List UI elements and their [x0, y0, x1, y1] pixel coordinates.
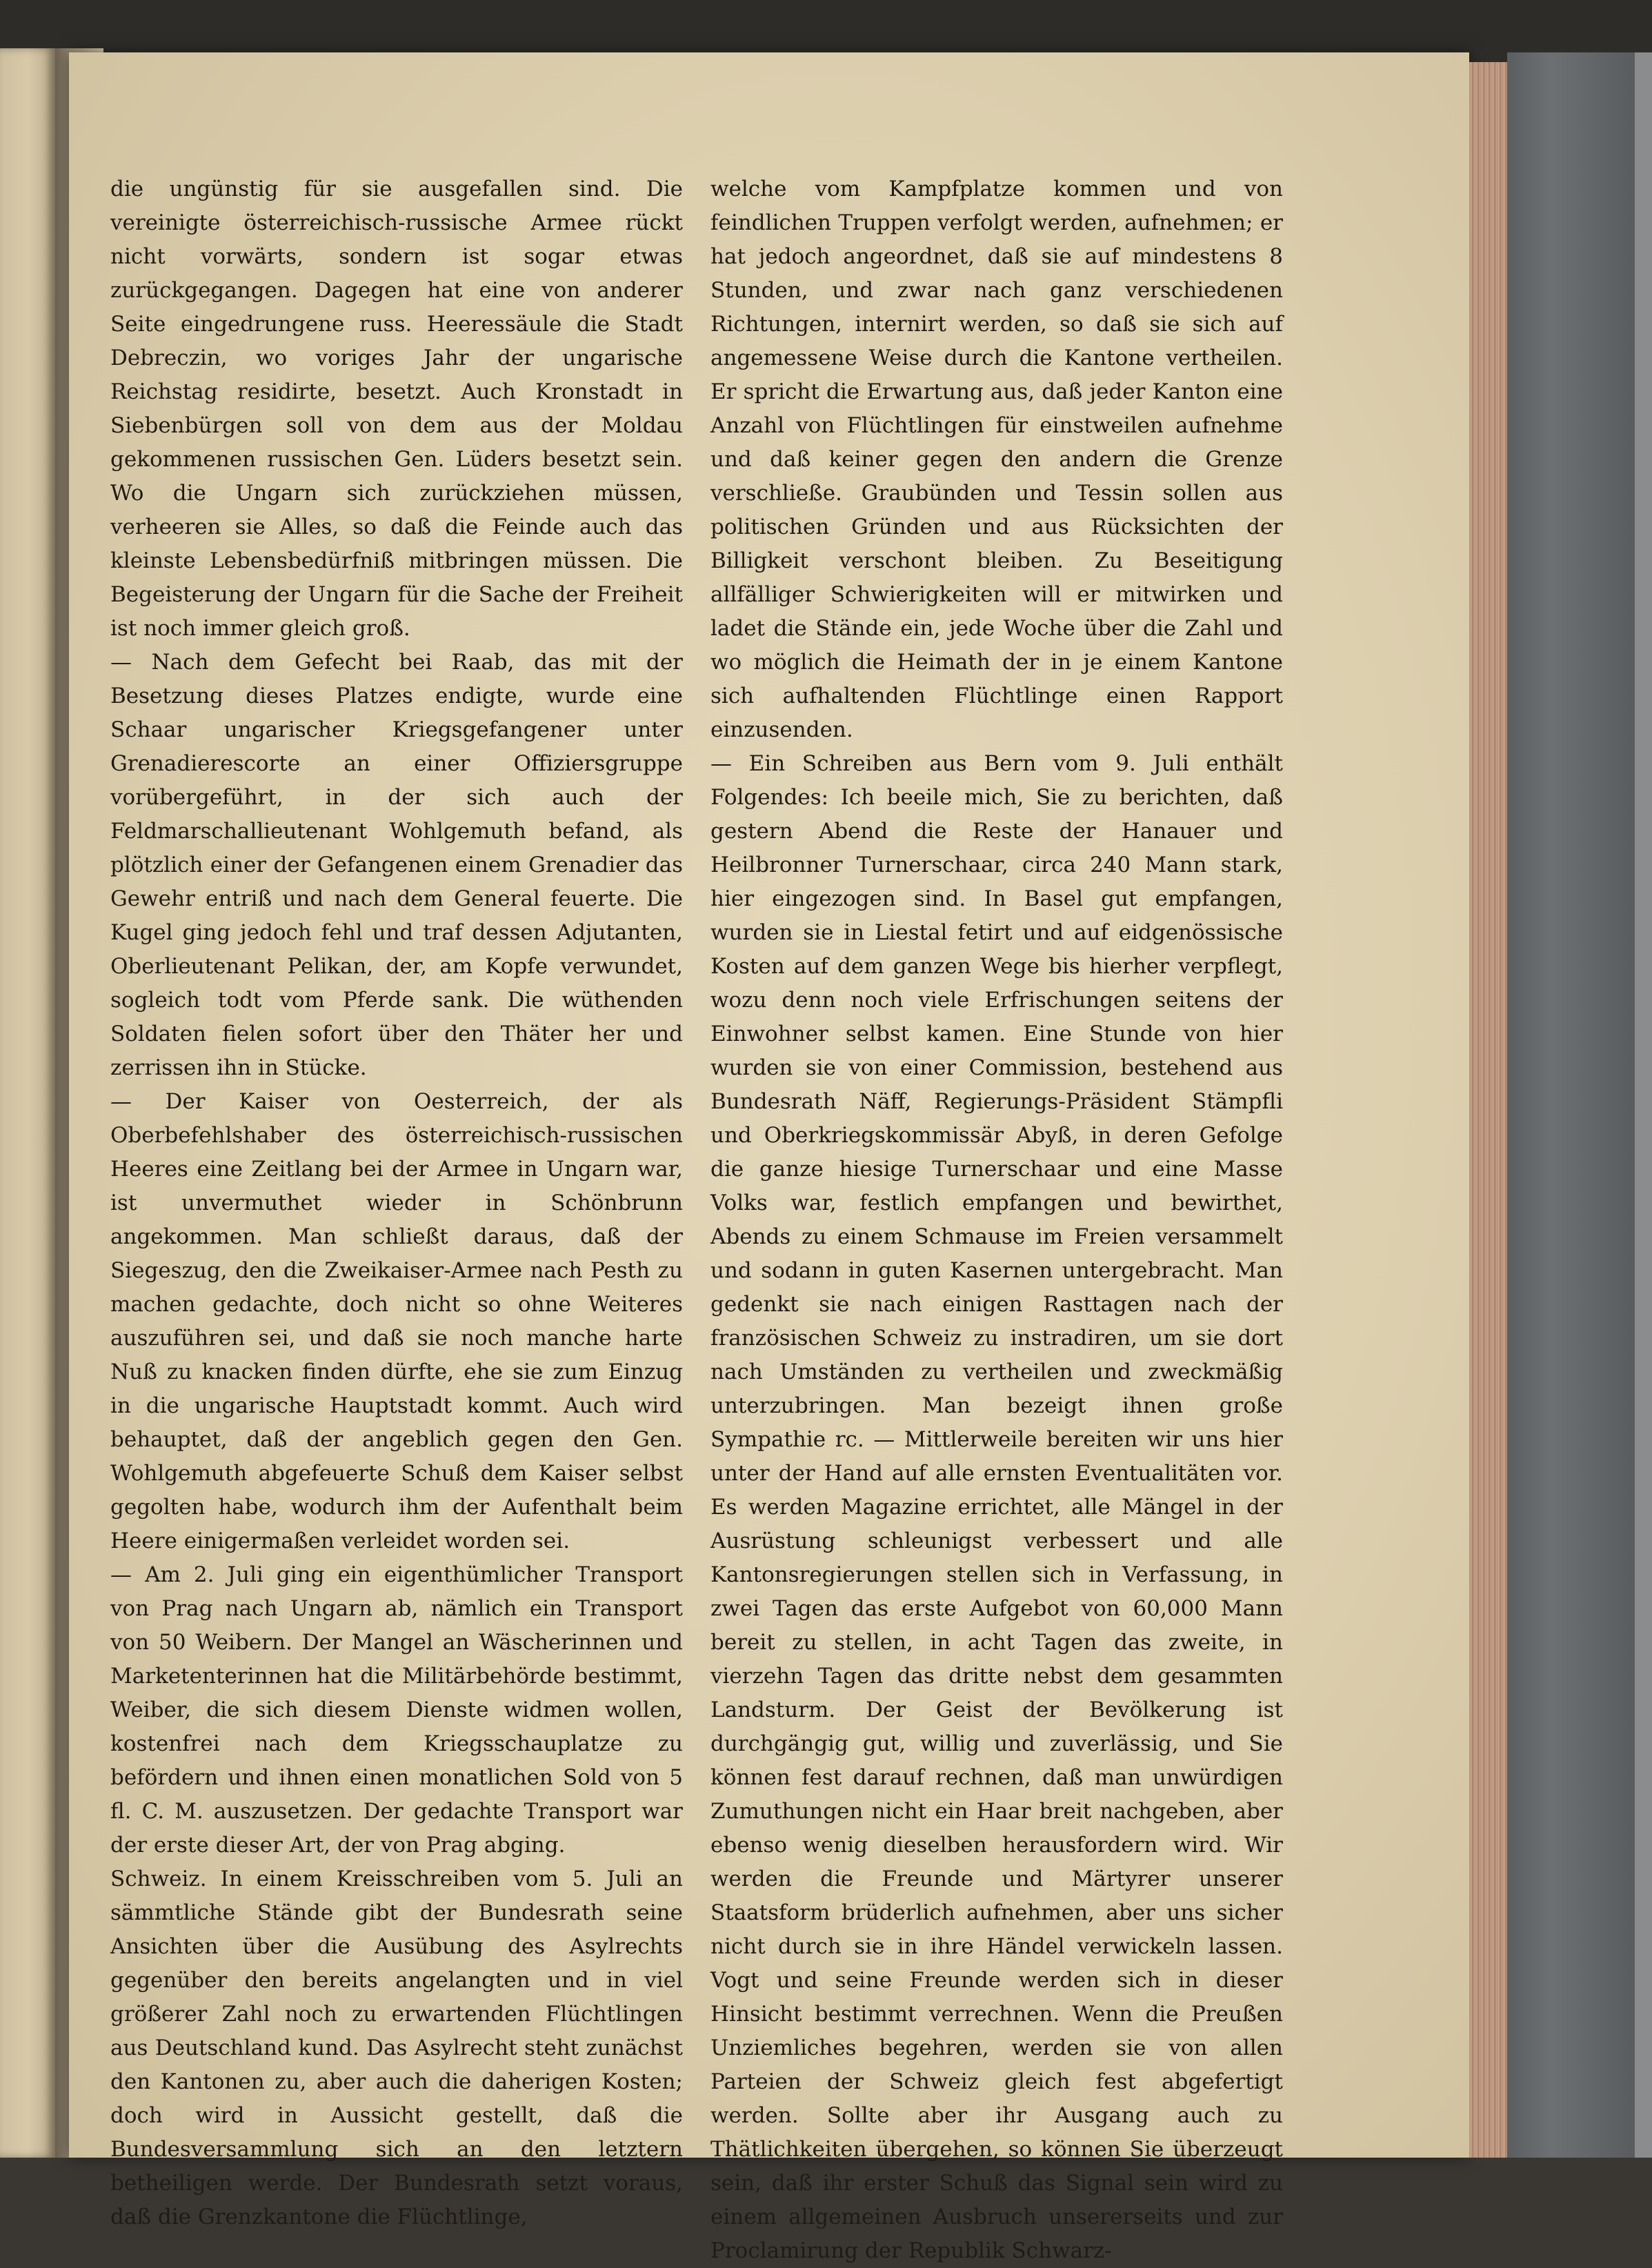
cover-edge	[1635, 52, 1652, 2158]
facing-page-edge	[0, 48, 55, 2158]
paragraph: die ungünstig für sie ausgefallen sind. Die vereinigte österreichisch-russische Armee rückt nicht vorwärts, sondern ist sogar etwas zurückgegangen. Dagegen hat eine von anderer Seite eingedrungene russ. Heeressäule die Stadt Debreczin, wo voriges Jahr der ungarische Reichstag residirte, besetzt. Auch Kronstadt in Siebenbürgen soll von dem aus der Moldau gekommenen russischen Gen. Lüders besetzt sein. Wo die Ungarn sich zurückziehen müssen, verheeren sie Alles, so daß die Feinde auch das kleinste Lebensbedürfniß mitbringen müssen. Die Begeisterung der Ungarn für die Sache der Freiheit ist noch immer gleich groß.	[110, 177, 683, 641]
paragraph: — Am 2. Juli ging ein eigenthümlicher Transport von Prag nach Ungarn ab, nämlich ein Transport von 50 Weibern. Der Mangel an Wäscherinnen und Marketenterinnen hat die Militärbehörde bestimmt, Weiber, die sich diesem Dienste widmen wollen, kostenfrei nach dem Kriegsschauplatze zu befördern und ihnen einen monatlichen Sold von 5 fl. C. M. auszusetzen. Der gedachte Transport war der erste dieser Art, der von Prag abging.	[110, 1562, 683, 1858]
text-column-right	[710, 172, 1283, 2263]
book-cover-board	[1507, 52, 1652, 2158]
paragraph: welche vom Kampfplatze kommen und von feindlichen Truppen verfolgt werden, aufnehmen; er hat jedoch angeordnet, daß sie auf mindestens 8 Stunden, und zwar nach ganz verschiedenen Richtungen, internirt werden, so daß sie sich auf angemessene Weise durch die Kantone vertheilen. Er spricht die Erwartung aus, daß jeder Kanton eine Anzahl von Flüchtlingen für einstweilen aufnehme und daß keiner gegen den andern die Grenze verschließe. Graubünden und Tessin sollen aus politischen Gründen und aus Rücksichten der Billigkeit verschont bleiben. Zu Beseitigung allfälliger Schwierigkeiten will er mitwirken und ladet die Stände ein, jede Woche über die Zahl und wo möglich die Heimath der in je einem Kantone sich aufhaltenden Flüchtlinge einen Rapport einzusenden.	[710, 177, 1283, 742]
paragraph: — Der Kaiser von Oesterreich, der als Oberbefehlshaber des österreichisch-russischen Heeres eine Zeitlang bei der Armee in Ungarn war, ist unvermuthet wieder in Schönbrunn angekommen. Man schließt daraus, daß der Siegeszug, den die Zweikaiser-Armee nach Pesth zu machen gedachte, doch nicht so ohne Weiteres auszuführen sei, und daß sie noch manche harte Nuß zu knacken finden dürfte, ehe sie zum Einzug in die ungarische Hauptstadt kommt. Auch wird behauptet, daß der angeblich gegen den Gen. Wohlgemuth abgefeuerte Schuß dem Kaiser selbst gegolten habe, wodurch ihm der Aufenthalt beim Heere einigermaßen verleidet worden sei.	[110, 1089, 683, 1553]
paragraph: — Nach dem Gefecht bei Raab, das mit der Besetzung dieses Platzes endigte, wurde eine Schaar ungarischer Kriegsgefangener unter Grenadierescorte an einer Offiziersgruppe vorübergeführt, in der sich auch der Feldmarschallieutenant Wohlgemuth befand, als plötzlich einer der Gefangenen einem Grenadier das Gewehr entriß und nach dem General feuerte. Die Kugel ging jedoch fehl und traf dessen Adjutanten, Oberlieutenant Pelikan, der, am Kopfe verwundet, sogleich todt vom Pferde sank. Die wüthenden Soldaten fielen sofort über den Thäter her und zerrissen ihn in Stücke.	[110, 650, 683, 1080]
page-block-edges	[1469, 62, 1507, 2158]
paragraph: — Ein Schreiben aus Bern vom 9. Juli enthält Folgendes: Ich beeile mich, Sie zu berichten, daß gestern Abend die Reste der Hanauer und Heilbronner Turnerschaar, circa 240 Mann stark, hier eingezogen sind. In Basel gut empfangen, wurden sie in Liestal fetirt und auf eidgenössische Kosten auf dem ganzen Wege bis hierher verpflegt, wozu denn noch viele Erfrischungen seitens der Einwohner selbst kamen. Eine Stunde von hier wurden sie von einer Commission, bestehend aus Bundesrath Näff, Regierungs-Präsident Stämpfli und Oberkriegskommissär Abyß, in deren Gefolge die ganze hiesige Turnerschaar und eine Masse Volks war, festlich empfangen und bewirthet, Abends zu einem Schmause im Freien versammelt und sodann in guten Kasernen untergebracht. Man gedenkt sie nach einigen Rasttagen nach der französischen Schweiz zu instradiren, um sie dort nach Umständen zu vertheilen und zweckmäßig unterzubringen. Man bezeigt ihnen große Sympathie rc. — Mittlerweile bereiten wir uns hier unter der Hand auf alle ernsten Eventualitäten vor. Es werden Magazine errichtet, alle Mängel in der Ausrüstung schleunigst verbessert und alle Kantonsregierungen stellen sich in Verfassung, in zwei Tagen das erste Aufgebot von 60,000 Mann bereit zu stellen, in acht Tagen das zweite, in vierzehn Tagen das dritte nebst dem gesammten Landsturm. Der Geist der Bevölkerung ist durchgängig gut, willig und zuverlässig, und Sie können fest darauf rechnen, daß man unwürdigen Zumuthungen nicht ein Haar breit nachgeben, aber ebenso wenig dieselben herausfordern wird. Wir werden die Freunde und Märtyrer unserer Staatsform brüderlich aufnehmen, aber uns sicher nicht durch sie in ihre Händel verwickeln lassen. Vogt und seine Freunde werden sich in dieser Hinsicht bestimmt verrechnen. Wenn die Preußen Unziemliches begehren, werden sie von allen Parteien der Schweiz gleich fest abgefertigt werden. Sollte aber ihr Ausgang auch zu Thätlichkeiten übergehen, so können Sie überzeugt sein, daß ihr erster Schuß das Signal sein wird zu einem allgemeinen Ausbruch unsererseits und zur Proclamirung der Republik Schwarz-	[710, 751, 1283, 2263]
paragraph: Schweiz. In einem Kreisschreiben vom 5. Juli an sämmtliche Stände gibt der Bundesrath seine Ansichten über die Ausübung des Asylrechts gegenüber den bereits angelangten und in viel größerer Zahl noch zu erwartenden Flüchtlingen aus Deutschland kund. Das Asylrecht steht zunächst den Kantonen zu, aber auch die daherigen Kosten; doch wird in Aussicht gestellt, daß die Bundesversammlung sich an den letztern betheiligen werde. Der Bundesrath setzt voraus, daß die Grenzkantone die Flüchtlinge,	[110, 1867, 683, 2229]
text-column-left	[110, 172, 683, 2229]
